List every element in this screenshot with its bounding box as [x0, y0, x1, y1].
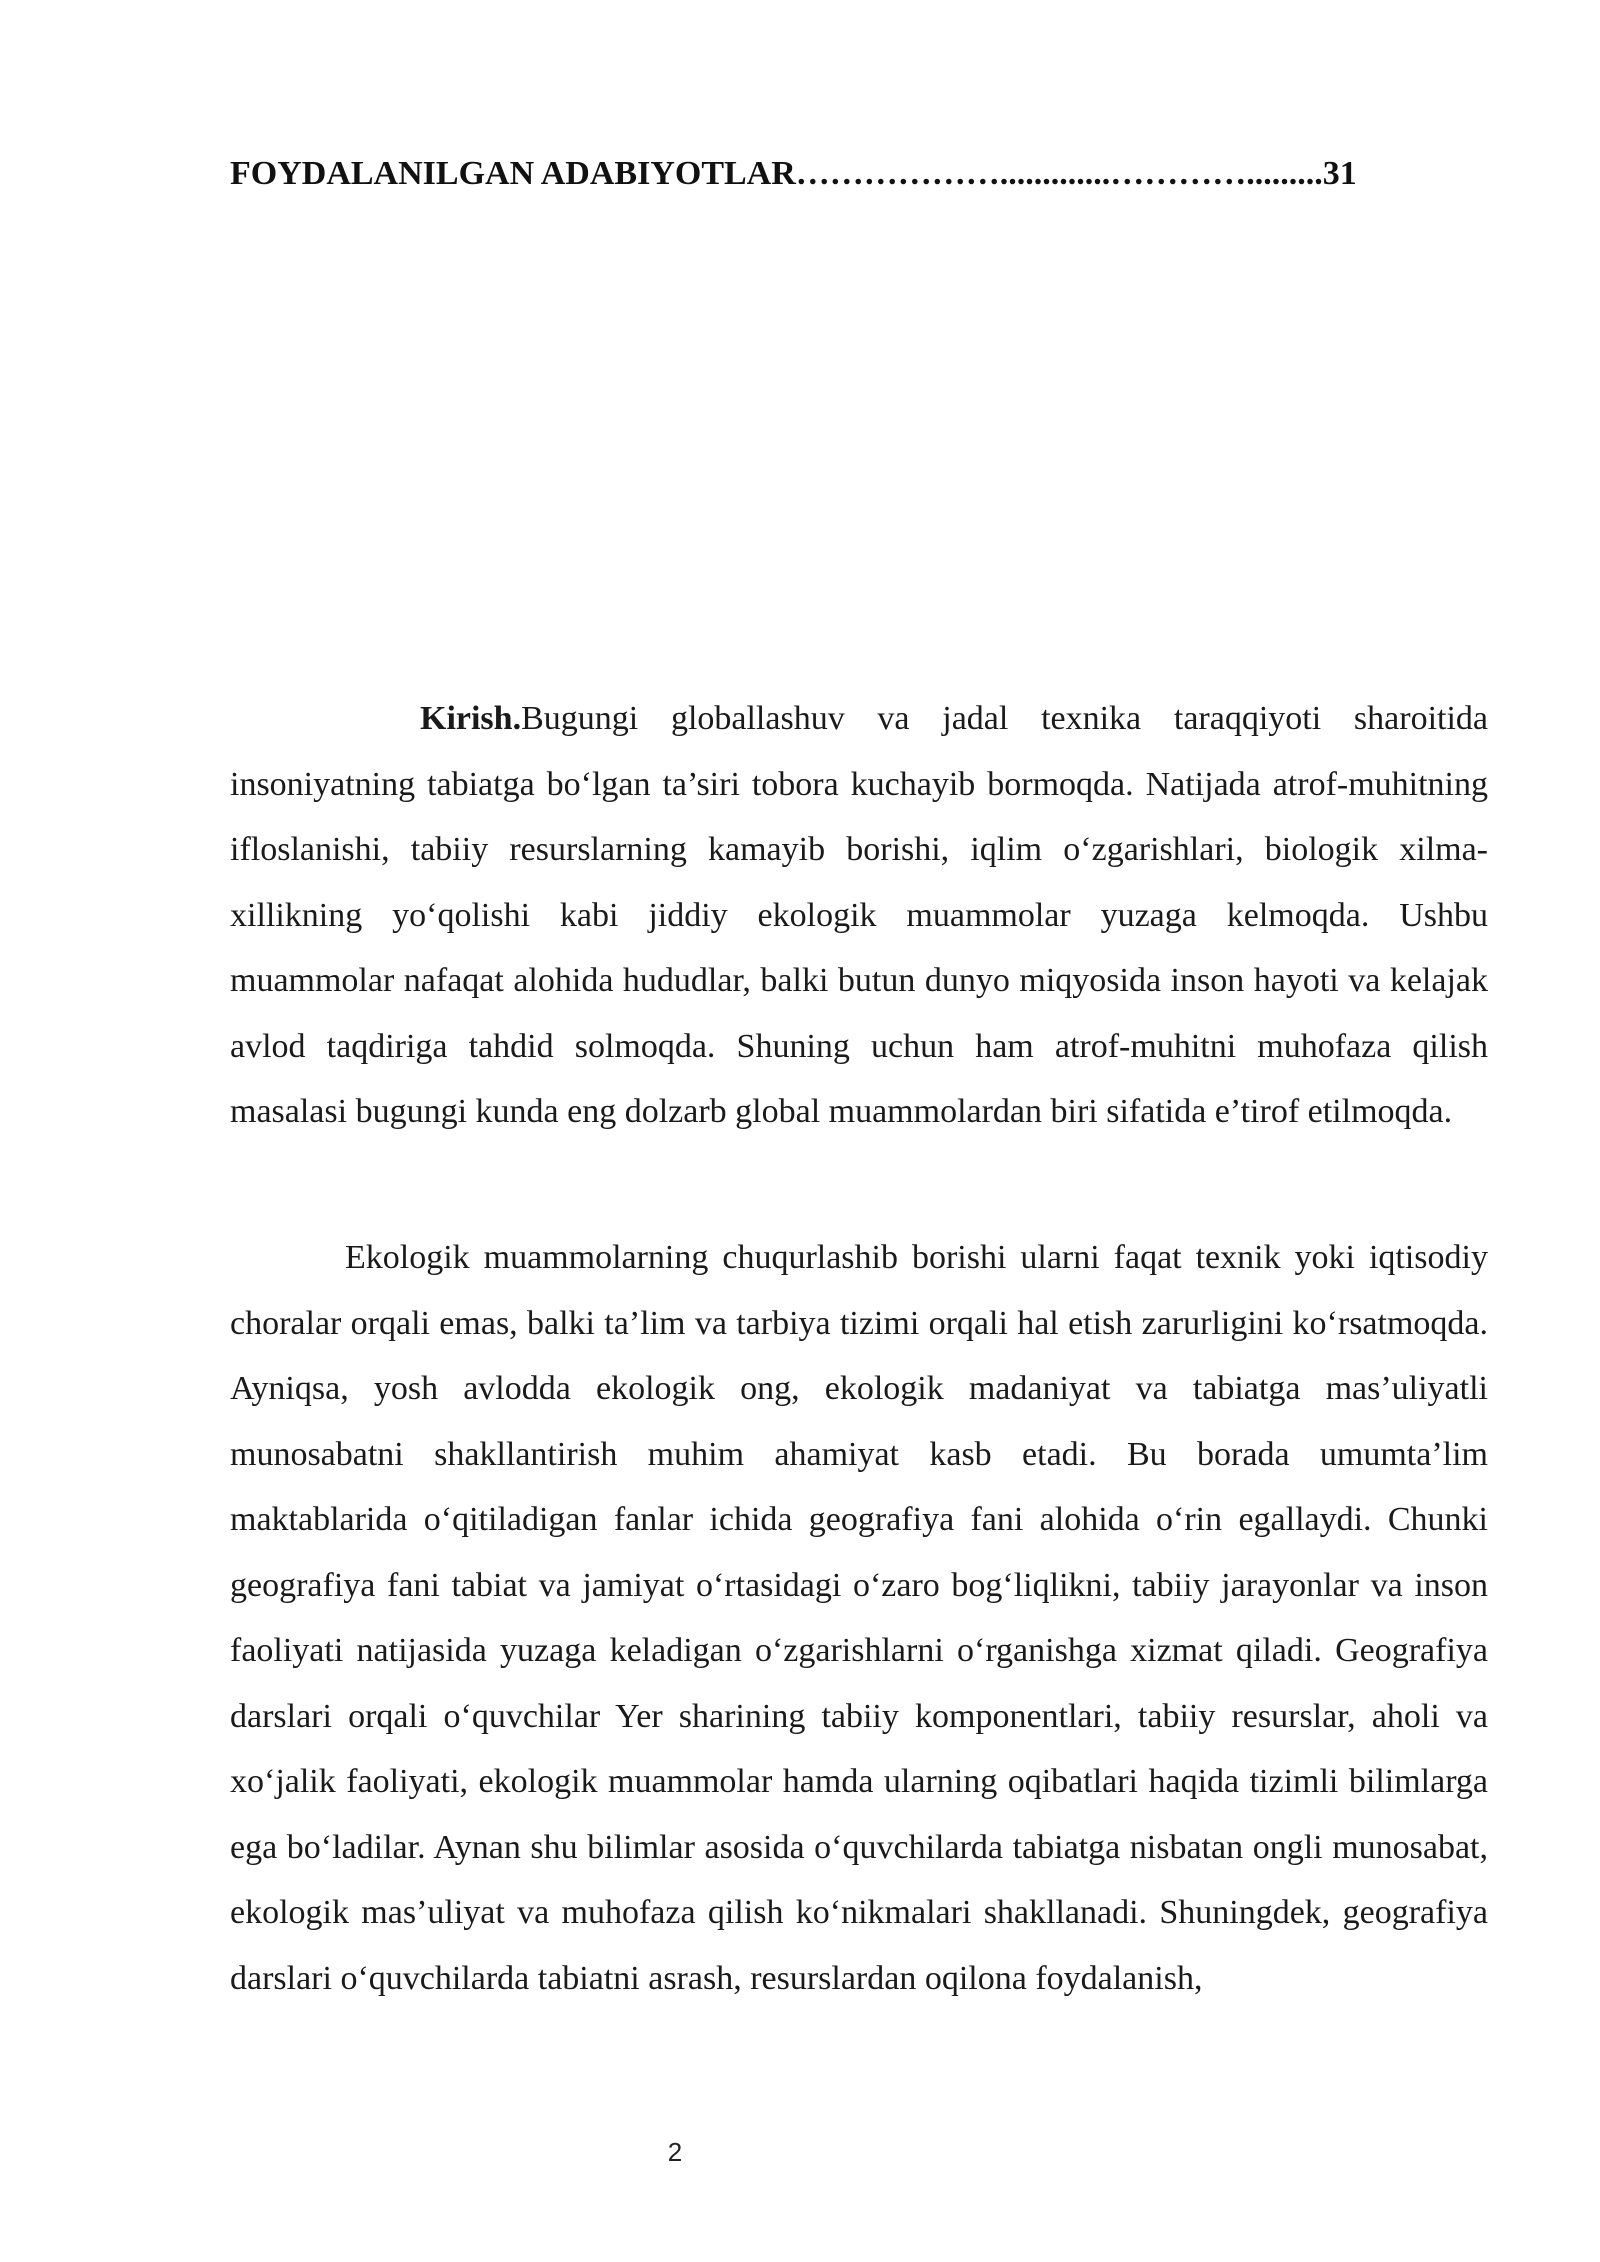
table-of-contents-entry-references: FOYDALANILGAN ADABIYOTLAR……………….............………….........31: [230, 155, 1357, 192]
introduction-paragraph-2: Ekologik muammolarning chuqurlashib borishi ularni faqat texnik yoki iqtisodiy choralar orqali emas, balki ta’lim va tarbiya tizimi orqali hal etish zarurligini ko‘rsatmoqda. Ayniqsa, yosh avlodda ekologik ong, ekologik madaniyat va tabiatga mas’uliyatli munosabatni shakllantirish muhim ahamiyat kasb etadi. Bu borada umumta’lim maktablarida o‘qitiladigan fanlar ichida geografiya fani alohida o‘rin egallaydi. Chunki geografiya fani tabiat va jamiyat o‘rtasidagi o‘zaro bog‘liqlikni, tabiiy jarayonlar va inson faoliyati natijasida yuzaga keladigan o‘zgarishlarni o‘rganishga xizmat qiladi. Geografiya darslari orqali o‘quvchilar Yer sharining tabiiy komponentlari, tabiiy resurslar, aholi va xo‘jalik faoliyati, ekologik muammolar hamda ularning oqibatlari haqida tizimli bilimlarga ega bo‘ladilar. Aynan shu bilimlar asosida o‘quvchilarda tabiatga nisbatan ongli munosabat, ekologik mas’uliyat va muhofaza qilish ko‘nikmalari shakllanadi. Shuningdek, geografiya darslari o‘quvchilarda tabiatni asrash, resurslardan oqilona foydalanish,: [230, 1239, 1488, 1997]
introduction-paragraph-1-text: Bugungi globallashuv va jadal texnika taraqqiyoti sharoitida insoniyatning tabiatga bo‘lgan ta’siri tobora kuchayib bormoqda. Natijada atrof-muhitning ifloslanishi, tabiiy resurslarning kamayib borishi, iqlim o‘zgarishlari, biologik xilma-xillikning yo‘qolishi kabi jiddiy ekologik muammolar yuzaga kelmoqda. Ushbu muammolar nafaqat alohida hududlar, balki butun dunyo miqyosida inson hayoti va kelajak avlod taqdiriga tahdid solmoqda. Shuning uchun ham atrof-muhitni muhofaza qilish masalasi bugungi kunda eng dolzarb global muammolardan biri sifatida e’tirof etilmoqda.: [230, 700, 1488, 1130]
page-number: 2: [667, 2137, 683, 2167]
introduction-paragraph-1: [230, 686, 1488, 1145]
introduction-heading: Kirish.: [420, 700, 522, 737]
